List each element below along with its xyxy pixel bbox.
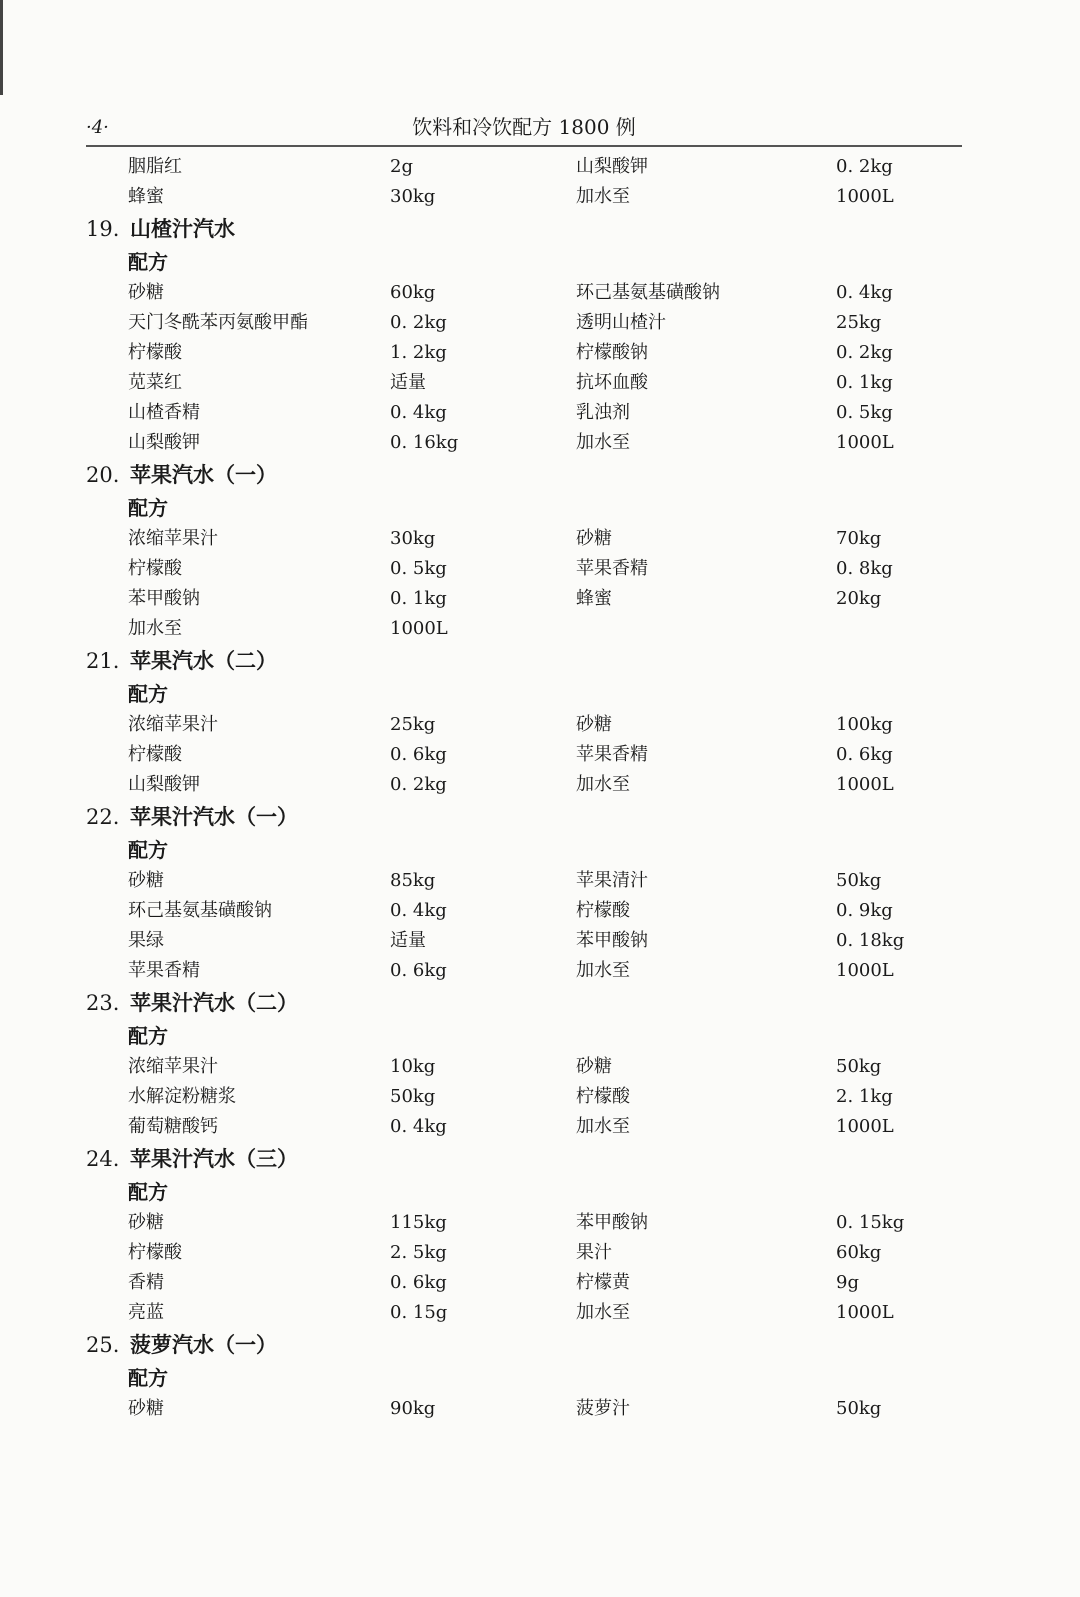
page-title: 饮料和冷饮配方 1800 例 — [412, 115, 636, 139]
ingredient-name: 苹果清汁 — [576, 870, 648, 891]
recipe-name: 菠萝汽水（一） — [130, 1332, 277, 1357]
ingredient-amount: 1000L — [836, 774, 894, 795]
ingredient-name: 加水至 — [576, 432, 630, 453]
ingredient-row — [86, 956, 976, 986]
ingredient-amount: 60kg — [390, 282, 436, 303]
ingredient-amount: 2g — [390, 156, 413, 177]
ingredient-amount: 1000L — [836, 1116, 894, 1137]
ingredient-name: 砂糖 — [576, 528, 612, 549]
ingredient-row — [86, 554, 976, 584]
ingredient-amount: 1000L — [836, 960, 894, 981]
ingredient-row — [86, 398, 976, 428]
formula-label: 配方 — [128, 682, 168, 706]
ingredient-row — [86, 338, 976, 368]
recipe-title — [86, 1142, 976, 1176]
ingredient-name: 浓缩苹果汁 — [128, 714, 218, 735]
recipe-title — [86, 800, 976, 834]
ingredient-name: 砂糖 — [576, 1056, 612, 1077]
ingredient-amount: 100kg — [836, 714, 893, 735]
ingredient-name: 浓缩苹果汁 — [128, 528, 218, 549]
ingredient-amount: 0. 8kg — [836, 558, 893, 579]
ingredient-row — [86, 428, 976, 458]
ingredient-name: 苯甲酸钠 — [576, 1212, 648, 1233]
ingredient-name: 环己基氨基磺酸钠 — [128, 900, 272, 921]
ingredient-amount: 10kg — [390, 1056, 436, 1077]
ingredient-row — [86, 1052, 976, 1082]
ingredient-amount: 0. 6kg — [390, 1272, 447, 1293]
ingredient-amount: 0. 6kg — [836, 744, 893, 765]
ingredient-row — [86, 584, 976, 614]
ingredient-row — [86, 1238, 976, 1268]
ingredient-amount: 9g — [836, 1272, 859, 1293]
ingredient-amount: 30kg — [390, 528, 436, 549]
ingredient-name: 柠檬酸 — [128, 558, 182, 579]
ingredient-amount: 0. 1kg — [390, 588, 447, 609]
ingredient-amount: 0. 18kg — [836, 930, 905, 951]
recipe-name: 山楂汁汽水 — [130, 216, 235, 241]
ingredient-amount: 30kg — [390, 186, 436, 207]
ingredient-amount: 25kg — [390, 714, 436, 735]
ingredient-name: 蜂蜜 — [576, 588, 612, 609]
ingredient-name: 柠檬黄 — [576, 1272, 630, 1293]
ingredient-name: 山楂香精 — [128, 402, 200, 423]
ingredient-name: 苯甲酸钠 — [576, 930, 648, 951]
ingredient-row — [86, 770, 976, 800]
ingredient-name: 乳浊剂 — [576, 402, 630, 423]
recipe-title — [86, 212, 976, 246]
recipe-name: 苹果汽水（一） — [130, 462, 277, 487]
ingredient-amount: 2. 1kg — [836, 1086, 893, 1107]
ingredient-row — [86, 308, 976, 338]
ingredient-name: 菠萝汁 — [576, 1398, 630, 1419]
ingredient-name: 柠檬酸 — [576, 900, 630, 921]
ingredient-name: 苹果香精 — [128, 960, 200, 981]
ingredient-name: 苹果香精 — [576, 744, 648, 765]
ingredient-name: 砂糖 — [576, 714, 612, 735]
ingredient-name: 葡萄糖酸钙 — [128, 1116, 218, 1137]
ingredient-amount: 0. 4kg — [836, 282, 893, 303]
ingredient-row — [86, 1298, 976, 1328]
ingredient-name: 香精 — [128, 1272, 164, 1293]
ingredient-row — [86, 1112, 976, 1142]
ingredient-amount: 50kg — [836, 1056, 882, 1077]
ingredient-row — [86, 368, 976, 398]
formula-label: 配方 — [128, 250, 168, 274]
recipe-name: 苹果汽水（二） — [130, 648, 277, 673]
recipe-title — [86, 1328, 976, 1362]
ingredient-amount: 0. 16kg — [390, 432, 459, 453]
recipe-number: 19. — [86, 217, 120, 241]
ingredient-row — [86, 740, 976, 770]
ingredient-amount: 115kg — [390, 1212, 447, 1233]
ingredient-row — [86, 278, 976, 308]
ingredient-amount: 1000L — [836, 1302, 894, 1323]
formula-label: 配方 — [128, 1366, 168, 1390]
ingredient-row — [86, 182, 976, 212]
ingredient-name: 苯甲酸钠 — [128, 588, 200, 609]
ingredient-name: 加水至 — [576, 186, 630, 207]
ingredient-name: 加水至 — [576, 774, 630, 795]
ingredient-amount: 50kg — [836, 870, 882, 891]
ingredient-row — [86, 524, 976, 554]
ingredient-name: 抗坏血酸 — [576, 372, 648, 393]
ingredient-name: 加水至 — [576, 1116, 630, 1137]
ingredient-amount: 0. 9kg — [836, 900, 893, 921]
ingredient-name: 砂糖 — [128, 282, 164, 303]
ingredient-amount: 0. 4kg — [390, 1116, 447, 1137]
recipe-number: 22. — [86, 805, 120, 829]
ingredient-amount: 0. 2kg — [836, 156, 893, 177]
ingredient-name: 胭脂红 — [128, 156, 182, 177]
ingredient-name: 果绿 — [128, 930, 164, 951]
ingredient-amount: 0. 15kg — [836, 1212, 905, 1233]
ingredient-name: 苋菜红 — [128, 372, 182, 393]
ingredient-name: 柠檬酸 — [128, 1242, 182, 1263]
ingredient-row — [86, 926, 976, 956]
ingredient-row — [86, 1082, 976, 1112]
ingredient-amount: 1000L — [836, 186, 894, 207]
ingredient-row — [86, 866, 976, 896]
ingredient-name: 砂糖 — [128, 870, 164, 891]
ingredient-name: 蜂蜜 — [128, 186, 164, 207]
ingredient-amount: 60kg — [836, 1242, 882, 1263]
ingredient-amount: 0. 5kg — [836, 402, 893, 423]
ingredient-amount: 50kg — [836, 1398, 882, 1419]
ingredient-amount: 0. 2kg — [390, 312, 447, 333]
ingredient-amount: 0. 6kg — [390, 960, 447, 981]
recipe-number: 20. — [86, 463, 120, 487]
ingredient-amount: 0. 4kg — [390, 900, 447, 921]
recipe-name: 苹果汁汽水（一） — [130, 804, 298, 829]
ingredient-row — [86, 896, 976, 926]
ingredient-name: 柠檬酸 — [128, 342, 182, 363]
ingredient-name: 加水至 — [576, 960, 630, 981]
ingredient-name: 柠檬酸 — [576, 1086, 630, 1107]
formula-label: 配方 — [128, 1180, 168, 1204]
ingredient-amount: 20kg — [836, 588, 882, 609]
ingredient-name: 山梨酸钾 — [128, 432, 200, 453]
ingredient-amount: 1000L — [390, 618, 448, 639]
ingredient-name: 天门冬酰苯丙氨酸甲酯 — [128, 312, 308, 333]
recipe-content — [86, 152, 976, 1424]
ingredient-amount: 85kg — [390, 870, 436, 891]
ingredient-amount: 0. 2kg — [390, 774, 447, 795]
formula-label: 配方 — [128, 838, 168, 862]
ingredient-name: 环己基氨基磺酸钠 — [576, 282, 720, 303]
recipe-title — [86, 644, 976, 678]
ingredient-amount: 适量 — [390, 372, 426, 393]
ingredient-amount: 0. 6kg — [390, 744, 447, 765]
ingredient-row — [86, 1208, 976, 1238]
recipe-name: 苹果汁汽水（三） — [130, 1146, 298, 1171]
ingredient-name: 加水至 — [576, 1302, 630, 1323]
ingredient-name: 砂糖 — [128, 1212, 164, 1233]
recipe-number: 23. — [86, 991, 120, 1015]
recipe-number: 21. — [86, 649, 120, 673]
recipe-title — [86, 986, 976, 1020]
ingredient-amount: 2. 5kg — [390, 1242, 447, 1263]
ingredient-row — [86, 152, 976, 182]
ingredient-name: 山梨酸钾 — [128, 774, 200, 795]
ingredient-amount: 1. 2kg — [390, 342, 447, 363]
recipe-number: 25. — [86, 1333, 120, 1357]
formula-label: 配方 — [128, 1024, 168, 1048]
ingredient-amount: 90kg — [390, 1398, 436, 1419]
ingredient-amount: 0. 4kg — [390, 402, 447, 423]
ingredient-amount: 0. 2kg — [836, 342, 893, 363]
ingredient-amount: 0. 5kg — [390, 558, 447, 579]
ingredient-amount: 25kg — [836, 312, 882, 333]
ingredient-row — [86, 614, 976, 644]
ingredient-amount: 0. 1kg — [836, 372, 893, 393]
page-header — [86, 105, 962, 147]
ingredient-amount: 适量 — [390, 930, 426, 951]
recipe-name: 苹果汁汽水（二） — [130, 990, 298, 1015]
ingredient-amount: 70kg — [836, 528, 882, 549]
recipe-title — [86, 458, 976, 492]
ingredient-amount: 50kg — [390, 1086, 436, 1107]
ingredient-row — [86, 1268, 976, 1298]
formula-label: 配方 — [128, 496, 168, 520]
ingredient-name: 果汁 — [576, 1242, 612, 1263]
ingredient-name: 加水至 — [128, 618, 182, 639]
ingredient-name: 水解淀粉糖浆 — [128, 1086, 236, 1107]
ingredient-name: 透明山楂汁 — [576, 312, 666, 333]
ingredient-name: 柠檬酸钠 — [576, 342, 648, 363]
ingredient-name: 浓缩苹果汁 — [128, 1056, 218, 1077]
scan-edge-mark — [0, 0, 3, 95]
ingredient-name: 柠檬酸 — [128, 744, 182, 765]
ingredient-name: 山梨酸钾 — [576, 156, 648, 177]
ingredient-name: 苹果香精 — [576, 558, 648, 579]
ingredient-amount: 1000L — [836, 432, 894, 453]
ingredient-row — [86, 710, 976, 740]
ingredient-amount: 0. 15g — [390, 1302, 448, 1323]
ingredient-row — [86, 1394, 976, 1424]
ingredient-name: 砂糖 — [128, 1398, 164, 1419]
recipe-number: 24. — [86, 1147, 120, 1171]
page-number: ·4· — [86, 117, 109, 138]
ingredient-name: 亮蓝 — [128, 1302, 164, 1323]
